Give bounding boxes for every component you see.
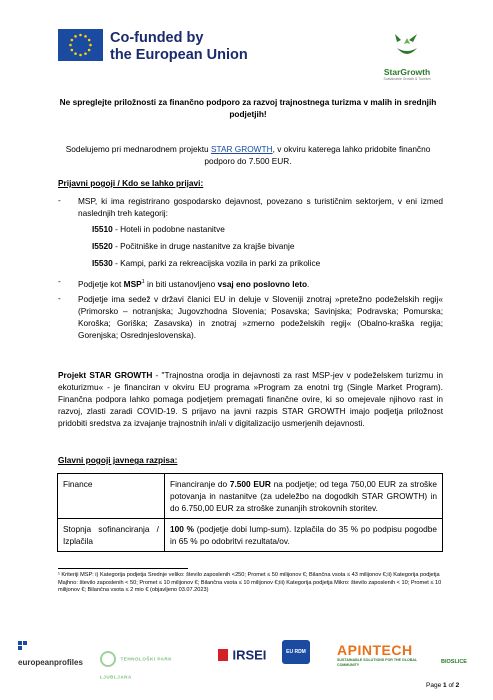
- category-code: I5530: [92, 258, 113, 268]
- logo-text: BIOSLICE: [441, 659, 467, 665]
- eu-star-icon: [79, 34, 82, 37]
- eligibility-item-1-text: MSP, ki ima registrirano gospodarsko dejavnost, povezano s turističnim sektorjem, v eni izmed naslednjih treh kategorij:: [78, 196, 443, 218]
- logo-text: EU RDM: [286, 649, 306, 655]
- conditions-heading: Glavni pogoji javnega razpisa:: [58, 455, 178, 465]
- eu-star-icon: [74, 35, 77, 38]
- conditions-table: [57, 473, 443, 552]
- page-total: 2: [455, 682, 460, 689]
- eligibility-item-2-text: [78, 276, 443, 290]
- intro-after: , v okviru katerega lahko pridobite finančno podporo do 7.500 EUR.: [204, 144, 431, 166]
- value-after: na podjetje; od tega 750,00 EUR za stroške potovanja in nastanitve (za udeležbo na dogodkih STAR GROWTH) in do 6.750,00 EUR za stroške zunanjih strokovnih storitev.: [170, 479, 437, 513]
- eu-star-icon: [71, 39, 74, 42]
- logo-text: IRSEI: [232, 647, 267, 663]
- eligibility-item-1: [58, 195, 443, 219]
- footnote-divider: [58, 568, 188, 569]
- tp-ljubljana-logo: [100, 650, 205, 686]
- logo-text: europeanprofiles: [18, 658, 83, 667]
- category-code: I5510: [92, 224, 113, 234]
- table-row: [58, 519, 443, 552]
- eu-star-icon: [88, 49, 91, 52]
- category-text: - Kampi, parki za rekreacijska vozila in parki za prikolice: [112, 258, 321, 268]
- irsei-mark-icon: [218, 649, 228, 661]
- bullet-dash: -: [58, 276, 61, 286]
- category-code: I5520: [92, 241, 113, 251]
- eu-star-icon: [84, 35, 87, 38]
- category-text: - Počitniške in druge nastanitve za krajše bivanje: [112, 241, 295, 251]
- category-i5510: [92, 224, 225, 234]
- footnote-ref: 1: [141, 279, 145, 285]
- logo-text: TEHNOLOŠKI PARK LJUBLJANA: [100, 656, 173, 680]
- category-i5530: [92, 258, 320, 268]
- logo-text: APINTECH: [337, 642, 413, 658]
- value-before: Financiranje do: [170, 479, 230, 489]
- page-label: Page: [426, 682, 442, 689]
- eligibility-item-3: [58, 293, 443, 341]
- eu-star-icon: [79, 54, 82, 57]
- eu-star-icon: [89, 44, 92, 47]
- apintech-logo: [337, 642, 429, 667]
- category-i5520: [92, 241, 294, 251]
- item2-mid: in biti ustanovljeno: [144, 278, 218, 289]
- item2-before: Podjetje kot: [78, 278, 124, 289]
- europeanprofiles-mark-icon: [18, 641, 32, 653]
- item2-year: vsaj eno poslovno leto: [217, 278, 308, 289]
- page-current: 1: [443, 682, 447, 689]
- item2-msp: MSP: [123, 278, 142, 289]
- footnote: ¹ Kriteriji MSP: i) Kategorija podjetja Srednje veliko: število zaposlenih <250; Promet ≤ 50 milijonov €; Bilančna vsota ≤ 43 milijonov €;ii) Kategorija podjetja Majhno: število zaposlenih < 50; Promet ≤ 10 milijonov €; Bilančna vsota ≤ 10 milijonov €;iii) Kategorija podjetja Mikro: število zaposlenih < 10; Promet ≤ 10 milijonov €; Bilančna vsota ≤ 2 mio € (objavljeno 03.07.2023): [58, 572, 442, 594]
- value-after: (podjetje dobi lump-sum). Izplačila do 35 % po podpisu pogodbe in 65 % po odobritvi rezultata/ov.: [170, 524, 437, 546]
- table-row: [58, 474, 443, 519]
- page-number: [426, 682, 459, 689]
- eu-star-icon: [69, 44, 72, 47]
- eu-flag-icon: [58, 29, 103, 61]
- irsei-logo: [218, 646, 266, 664]
- tp-circle-icon: [100, 651, 116, 667]
- eu-star-icon: [84, 52, 87, 55]
- page-of: of: [448, 682, 454, 689]
- eligibility-item-3-text: Podjetje ima sedež v državi članici EU in deluje v Sloveniji znotraj »pretežno podeželskih regij« (Primorsko – notranjska; Jugovzhodna Slovenia; Posavska; Savinjska; Podravska; Pomurska; Koroška; Goriška; Zasavska) in znotraj »zmerno podeželskih regij« (Obalno-kraška regija; Gorenjska; Osrednjeslovenska).: [78, 294, 443, 340]
- stargrowth-leaf-icon: [387, 30, 427, 60]
- bullet-dash: -: [58, 293, 61, 303]
- eu-cofunded-label: [110, 30, 248, 64]
- eu-star-icon: [71, 49, 74, 52]
- brand-tagline: Sustainable Growth & Tourism: [383, 77, 431, 81]
- eu-star-icon: [74, 52, 77, 55]
- project-name: Projekt STAR GROWTH: [58, 370, 153, 380]
- project-paragraph: [58, 369, 443, 429]
- eu-star-icon: [88, 39, 91, 42]
- bioslice-logo: [441, 650, 467, 668]
- page-title: Ne spreglejte priložnosti za finančno podporo za razvoj trajnostnega turizma v malih in srednjih podjetjih!: [59, 97, 437, 119]
- intro-before: Sodelujemo pri mednarodnem projektu: [65, 144, 211, 154]
- table-cell-value: [165, 474, 443, 519]
- table-cell-label: Stopnja sofinanciranja / Izplačila: [58, 519, 165, 552]
- logo-tagline: SUSTAINABLE SOLUTIONS FOR THE GLOBAL COMMUNITY: [337, 658, 418, 667]
- stargrowth-logo: [372, 30, 442, 82]
- eligibility-item-2: [58, 276, 443, 290]
- category-text: - Hoteli in podobne nastanitve: [112, 224, 225, 234]
- bullet-dash: -: [58, 195, 61, 205]
- europeanprofiles-logo: [18, 640, 88, 667]
- value-bold: 100 %: [170, 524, 194, 534]
- table-cell-label: Finance: [58, 474, 165, 519]
- brand-name: StarGrowth: [383, 67, 431, 77]
- stargrowth-link[interactable]: STAR GROWTH: [210, 144, 273, 154]
- eligibility-heading: Prijavni pogoji / Kdo se lahko prijavi:: [58, 178, 204, 188]
- table-cell-value: [165, 519, 443, 552]
- eu-line-2: the European Union: [110, 47, 248, 63]
- project-text: - "Trajnostna orodja in dejavnosti za rast MSP-jev v podeželskem turizmu in ekoturizmu« - je financiran v okviru EU programa »Program za enotni trg (Single Market Program). Finančna podpora lahko pomaga podjetjem premagati finančne ovire, ki so omejevale njihovo rast in razvoj, zlasti zaradi COVID-19. S prijavo na javni razpis STAR GROWTH imajo podjetja priložnost pridobiti sredstva za izvajanje trajnostnih in/ali v digitalizacijo usmerjenih dejavnosti.: [58, 370, 444, 428]
- value-bold: 7.500 EUR: [229, 479, 271, 489]
- eu-line-1: Co-funded by: [110, 30, 204, 46]
- intro-paragraph: [58, 143, 438, 167]
- eu-rdm-logo: [282, 640, 310, 664]
- item2-end: .: [307, 278, 310, 289]
